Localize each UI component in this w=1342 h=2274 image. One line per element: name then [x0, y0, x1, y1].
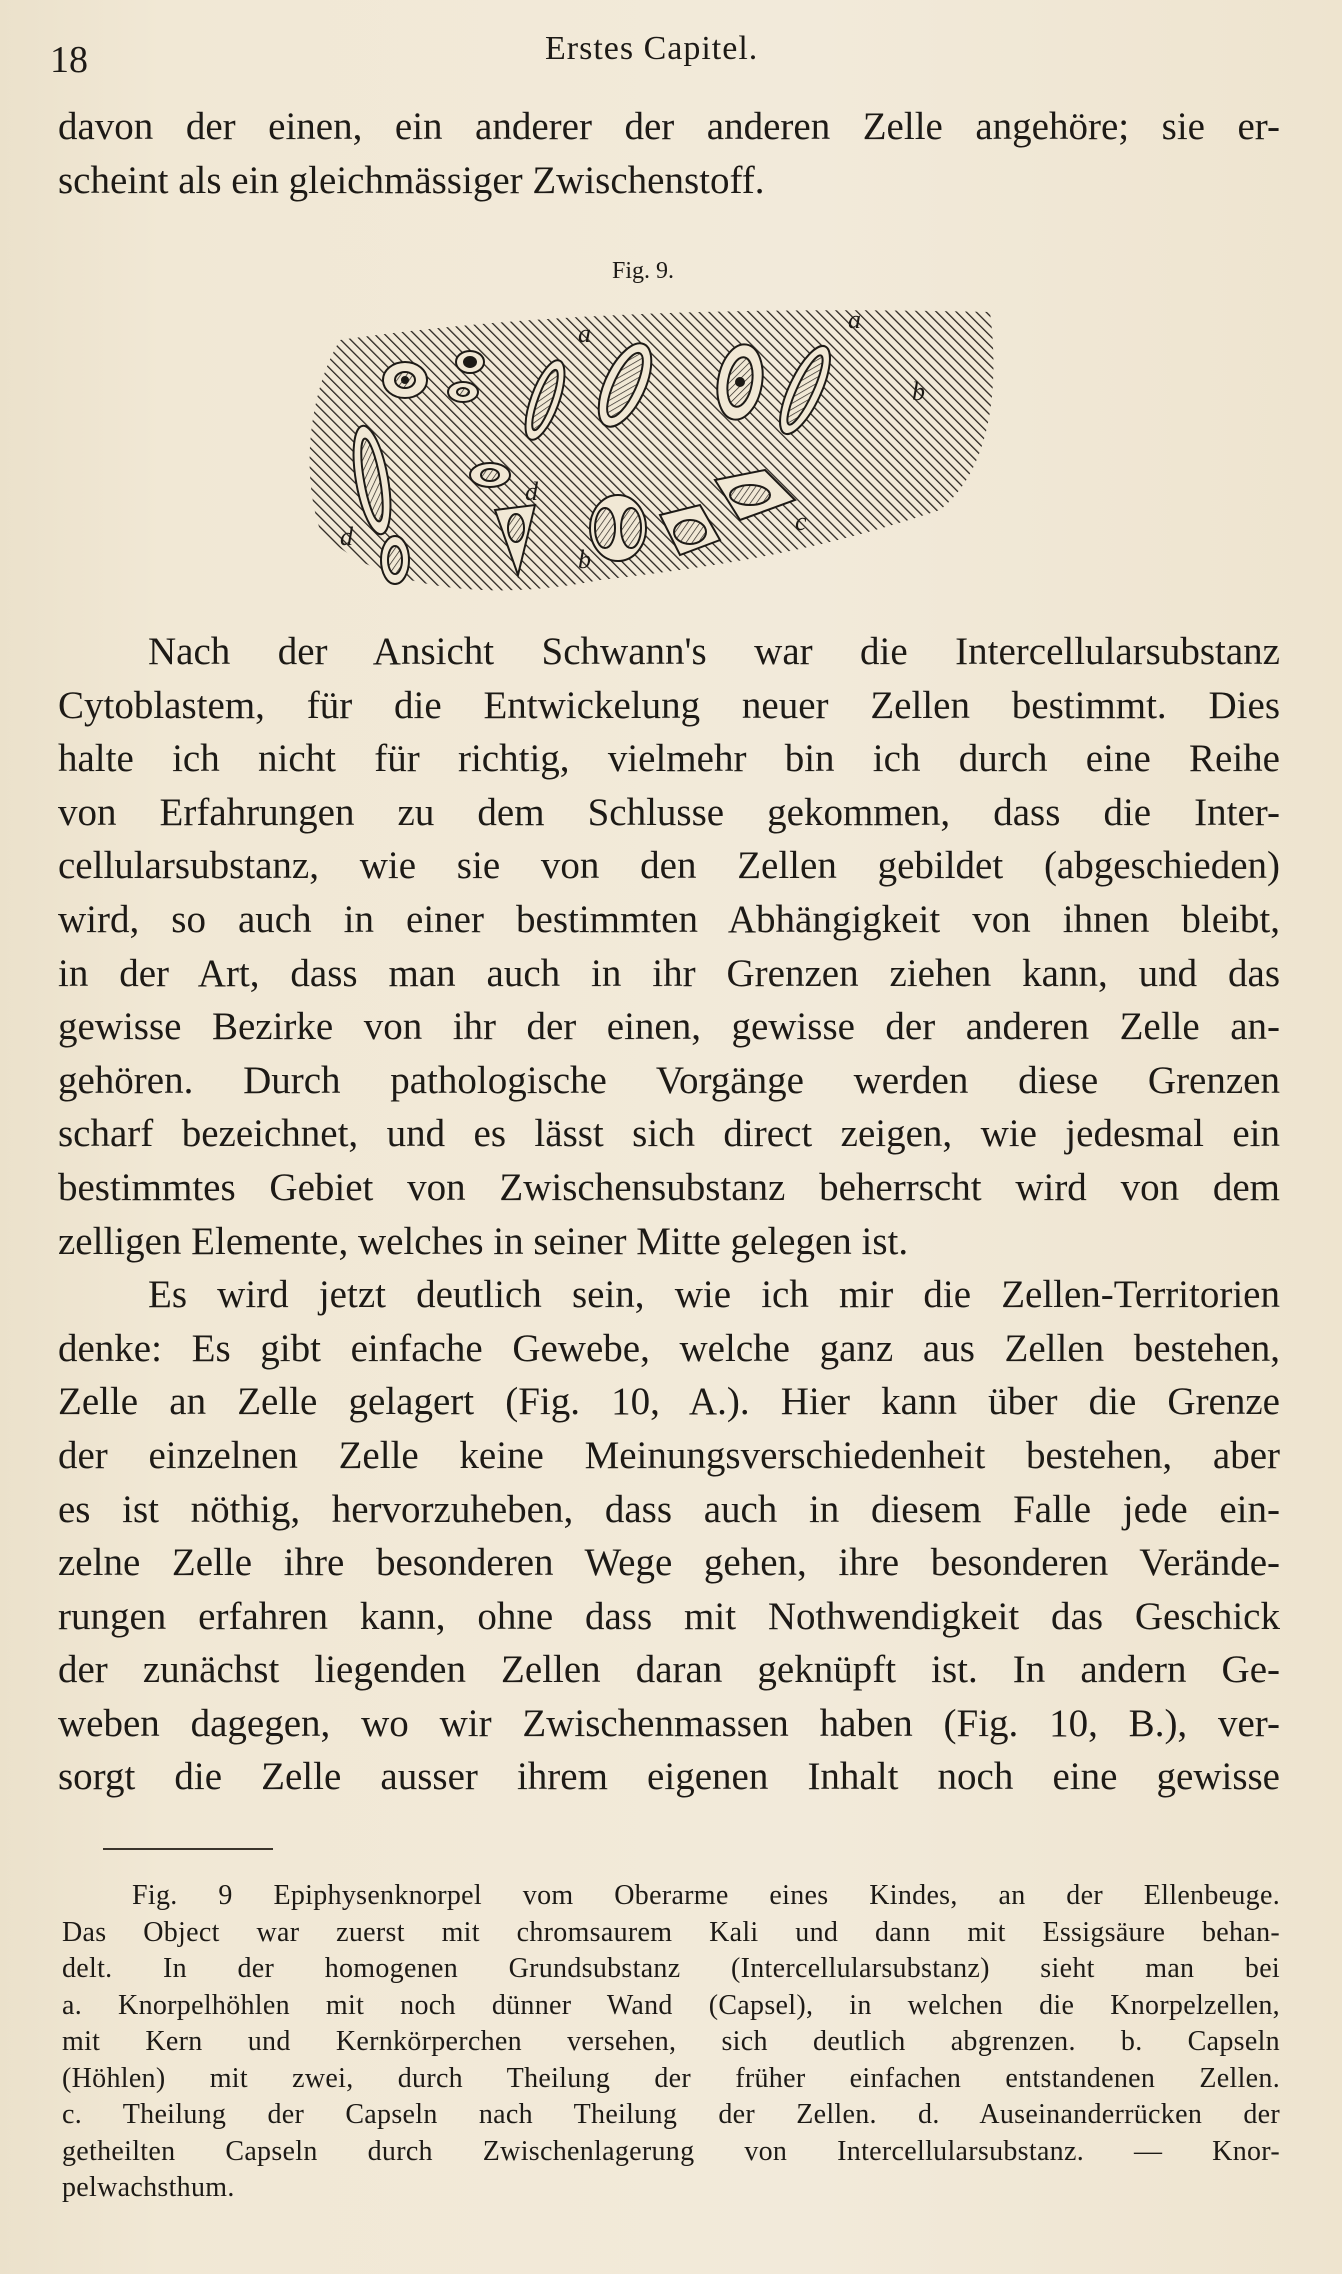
figure-letter: a — [578, 319, 591, 348]
caption-line: c. Theilung der Capseln nach Theilung der Zellen. d. Auseinanderrücken der — [62, 2099, 1280, 2130]
text-line: Es wird jetzt deutlich sein, wie ich mir die Zellen-Territorien — [148, 1273, 1280, 1317]
caption-line: Das Object war zuerst mit chromsaurem Kali und dann mit Essigsäure behan- — [62, 1916, 1280, 1948]
text-line: Nach der Ansicht Schwann's war die Intercellularsubstanz — [148, 630, 1280, 673]
running-head: Erstes Capitel. — [545, 30, 759, 67]
text-line: gehören. Durch pathologische Vorgänge werden diese Grenzen — [58, 1058, 1280, 1102]
caption-line: (Höhlen) mit zwei, durch Theilung der früher einfachen entstandenen Zellen. — [62, 2062, 1280, 2094]
text-line: davon der einen, ein anderer der anderen Zelle angehöre; sie er- — [58, 105, 1280, 148]
text-line: Cytoblastem, für die Entwickelung neuer Zellen bestimmt. Dies — [58, 683, 1280, 727]
text-line: scheint als ein gleichmässiger Zwischenstoff. — [58, 159, 765, 202]
intro-paragraph — [58, 100, 1280, 208]
caption-line: mit Kern und Kernkörperchen versehen, sich deutlich abgrenzen. b. Capseln — [62, 2026, 1280, 2057]
cartilage-drawing — [300, 300, 1000, 600]
figure-caption — [62, 1878, 1280, 2207]
text-line: wird, so auch in einer bestimmten Abhängigkeit von ihnen bleibt, — [58, 897, 1280, 941]
figure-letter: d — [525, 477, 538, 506]
caption-line: Fig. 9 Epiphysenknorpel vom Oberarme eines Kindes, an der Ellenbeuge. — [132, 1880, 1280, 1911]
figure-label: Fig. 9. — [612, 258, 675, 284]
body-paragraphs — [58, 625, 1280, 1804]
text-line: von Erfahrungen zu dem Schlusse gekommen, dass die Inter- — [58, 790, 1280, 834]
figure-letter: c — [795, 507, 807, 536]
text-line: denke: Es gibt einfache Gewebe, welche ganz aus Zellen bestehen, — [58, 1326, 1280, 1370]
text-line: rungen erfahren kann, ohne dass mit Nothwendigkeit das Geschick — [58, 1594, 1280, 1638]
text-line: cellularsubstanz, wie sie von den Zellen gebildet (abgeschieden) — [58, 844, 1280, 888]
cartilage-illustration — [300, 300, 1000, 600]
text-line: scharf bezeichnet, und es lässt sich direct zeigen, wie jedesmal ein — [58, 1112, 1280, 1156]
text-line: sorgt die Zelle ausser ihrem eigenen Inhalt noch eine gewisse — [58, 1755, 1280, 1799]
text-line: der zunächst liegenden Zellen daran geknüpft ist. In andern Ge- — [58, 1648, 1280, 1692]
footnote-divider — [103, 1848, 273, 1850]
text-line: in der Art, dass man auch in ihr Grenzen ziehen kann, und das — [58, 951, 1280, 995]
figure-letter: a — [848, 305, 861, 334]
text-line: Zelle an Zelle gelagert (Fig. 10, A.). Hier kann über die Grenze — [58, 1380, 1280, 1424]
page-number: 18 — [50, 39, 88, 81]
caption-line: a. Knorpelhöhlen mit noch dünner Wand (Capsel), in welchen die Knorpelzellen, — [62, 1989, 1280, 2021]
text-line: zelligen Elemente, welches in seiner Mitte gelegen ist. — [58, 1219, 909, 1263]
ground-substance — [310, 310, 994, 590]
caption-line: getheilten Capseln durch Zwischenlagerung von Intercellularsubstanz. — Knor- — [62, 2135, 1280, 2167]
text-line: der einzelnen Zelle keine Meinungsverschiedenheit bestehen, aber — [58, 1433, 1280, 1477]
text-line: halte ich nicht für richtig, vielmehr bin ich durch eine Reihe — [58, 737, 1280, 781]
caption-line: delt. In der homogenen Grundsubstanz (Intercellularsubstanz) sieht man bei — [62, 1953, 1280, 1984]
text-line: zelne Zelle ihre besonderen Wege gehen, ihre besonderen Verände- — [58, 1541, 1280, 1585]
text-line: weben dagegen, wo wir Zwischenmassen haben (Fig. 10, B.), ver- — [58, 1701, 1280, 1745]
figure-letter: b — [912, 377, 925, 406]
figure-letter: b — [578, 545, 591, 574]
text-line: es ist nöthig, hervorzuheben, dass auch in diesem Falle jede ein- — [58, 1487, 1280, 1531]
caption-line: pelwachsthum. — [62, 2172, 235, 2203]
page-header — [50, 30, 1270, 80]
figure-letter: d — [340, 522, 353, 551]
text-line: bestimmtes Gebiet von Zwischensubstanz beherrscht wird von dem — [58, 1165, 1280, 1209]
text-line: gewisse Bezirke von ihr der einen, gewisse der anderen Zelle an- — [58, 1005, 1280, 1049]
